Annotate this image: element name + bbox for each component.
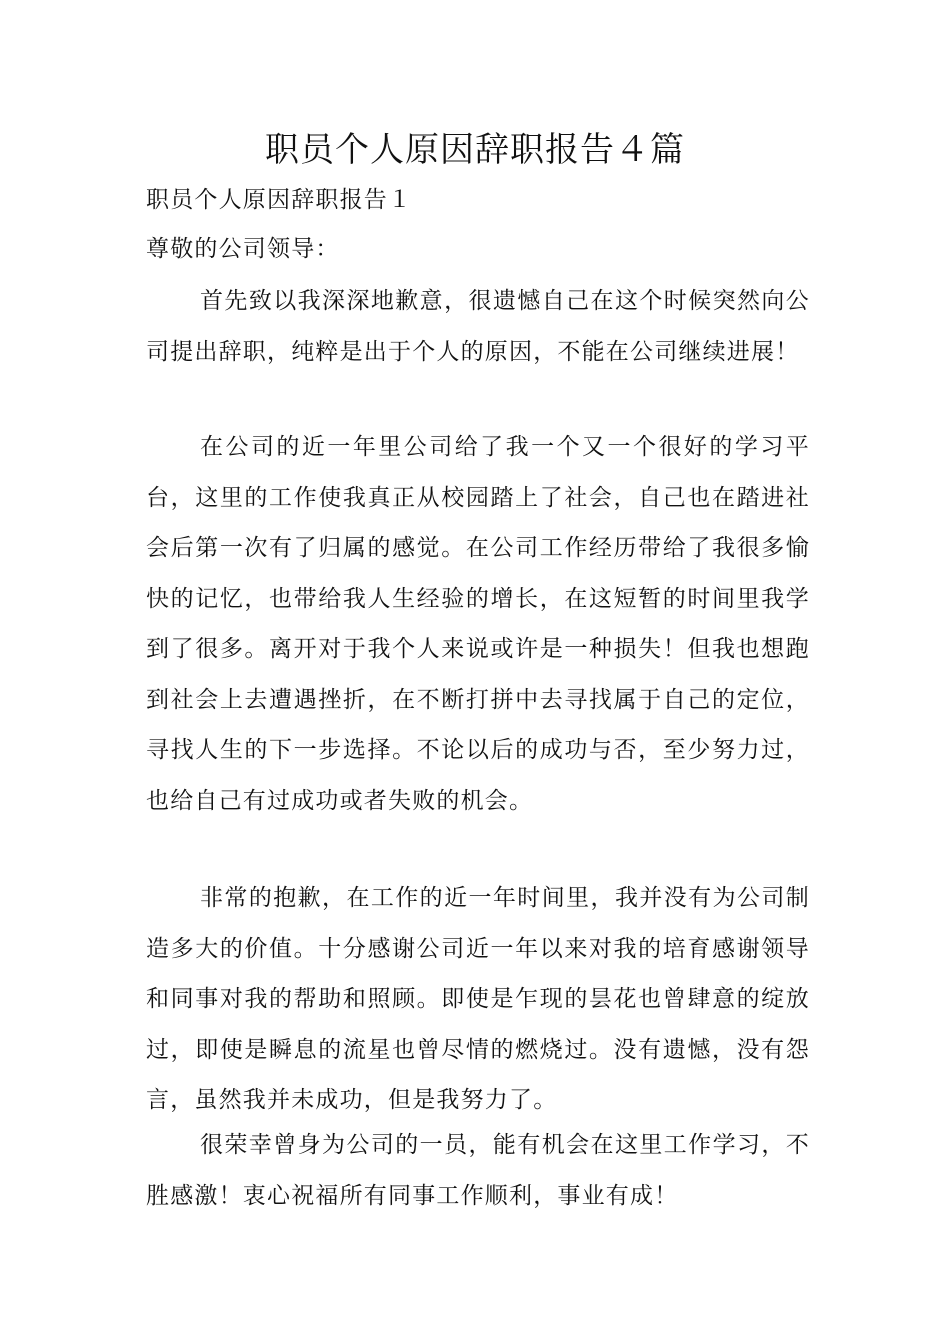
section-heading: 职员个人原因辞职报告１ — [146, 187, 413, 213]
paragraph-3: 非常的抱歉，在工作的近一年时间里，我并没有为公司制造多大的价值。十分感谢公司近一年以来对我的培育感谢领导和同事对我的帮助和照顾。即使是乍现的昙花也曾肆意的绽放过，即使是瞬息的流星也曾尽情的燃烧过。没有遗憾，没有怨言，虽然我并未成功，但是我努力了。 — [146, 885, 810, 1113]
document-title: 职员个人原因辞职报告４篇 — [265, 130, 685, 170]
paragraph-4: 很荣幸曾身为公司的一员，能有机会在这里工作学习，不胜感激！衷心祝福所有同事工作顺利，事业有成！ — [146, 1132, 810, 1209]
paragraph-2: 在公司的近一年里公司给了我一个又一个很好的学习平台，这里的工作使我真正从校园踏上了社会，自己也在踏进社会后第一次有了归属的感觉。在公司工作经历带给了我很多愉快的记忆，也带给我人生经验的增长，在这短暂的时间里我学到了很多。离开对于我个人来说或许是一种损失！但我也想跑到社会上去遭遇挫折，在不断打拼中去寻找属于自己的定位，寻找人生的下一步选择。不论以后的成功与否，至少努力过，也给自己有过成功或者失败的机会。 — [146, 434, 810, 814]
salutation: 尊敬的公司领导： — [146, 236, 340, 262]
paragraph-1: 首先致以我深深地歉意，很遗憾自己在这个时候突然向公司提出辞职，纯粹是出于个人的原因，不能在公司继续进展！ — [146, 288, 810, 365]
